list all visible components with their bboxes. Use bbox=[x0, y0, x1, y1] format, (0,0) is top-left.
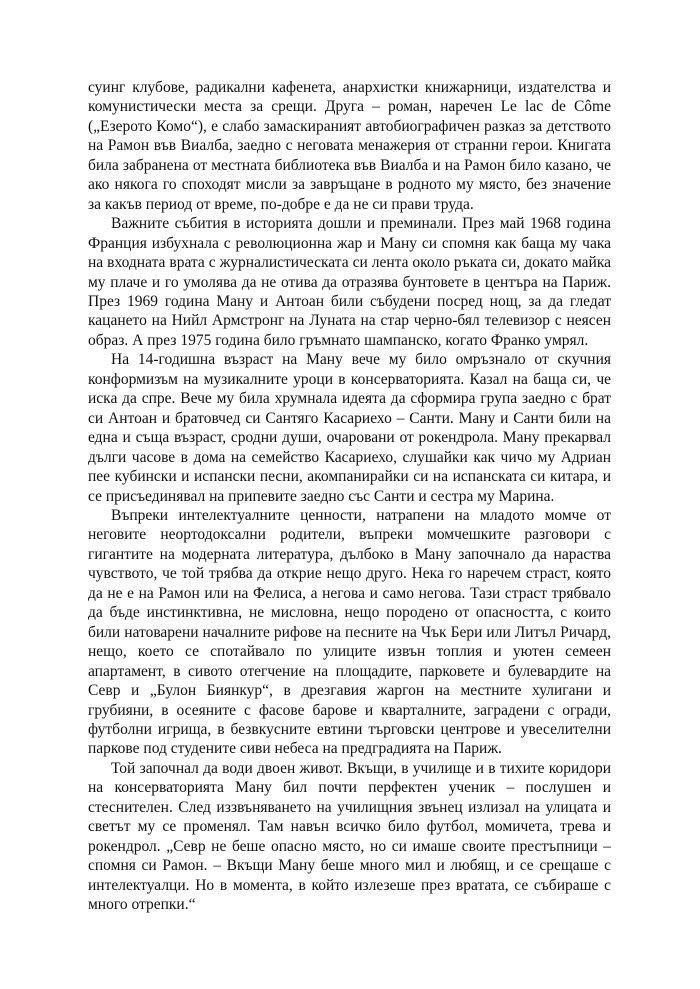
paragraph-continued: суинг клубове, радикални кафенета, анархистки книжарници, издателства и комунистически места за срещи. Друга – роман, наречен Le lac de Côme („Езерото Комо“), е слабо замаскираният автобиографичен разказ за детството на Рамон във Виалба, заедно с неговата менажерия от странни герои. Книгата била забранена от местната библиотека във Виалба и на Рамон било казано, че ако някога го споходят мисли за завръщане в родното му място, без значение за какъв период от време, по-добре е да не си прави труда. bbox=[88, 79, 611, 213]
paragraph: Важните събития в историята дошли и преминали. През май 1968 година Франция избухнала с революционна жар и Ману си спомня как баща му чака на входната врата с журналистическата си лента около ръката си, докато майка му плаче и го умолява да не отива да отразява бунтовете в центъра на Париж. През 1969 година Ману и Антоан били събудени посред нощ, за да гледат кацането на Нийл Армстронг на Луната на стар черно-бял телевизор с неясен образ. А през 1975 година било гръмнато шампанско, когато Франко умрял. bbox=[88, 215, 611, 349]
paragraph: На 14-годишна възраст на Ману вече му било омръзнало от скучния конформизъм на музикалните уроци в консерваторията. Казал на баща си, че иска да спре. Вече му била хрумнала идеята да сформира група заедно с брат си Антоан и братовчед си Сантяго Касариехо – Санти. Ману и Санти били на една и съща възраст, сродни души, очаровани от рокендрола. Ману прекарвал дълги часове в дома на семейство Касариехо, слушайки как чичо му Адриан пее кубински и испански песни, акомпанирайки си на испанската си китара, и се присъединявал на припевите заедно със Санти и сестра му Марина. bbox=[88, 351, 611, 505]
body-text bbox=[88, 78, 611, 914]
paragraph: Въпреки интелектуалните ценности, натрапени на младото момче от неговите неортодоксални родители, въпреки момчешките разговори с гигантите на модерната литература, дълбоко в Ману започнало да нараства чувството, че той трябва да открие нещо друго. Нека го наречем страст, която да не е на Рамон или на Фелиса, а негова и само негова. Тази страст трябвало да бъде инстинктивна, не мисловна, нещо породено от опасността, с които били натоварени началните рифове на песните на Чък Бери или Литъл Ричард, нещо, което се спотайвало по улиците извън топлия и уютен семеен апартамент, в сивото отегчение на площадите, парковете и булевардите на Севр и „Булон Биянкур“, в дрезгавия жаргон на местните хулигани и грубияни, в осеяните с фасове барове и кварталните, заградени с огради, футболни игрища, в безвкусните евтини търговски центрове и увеселителни паркове под студените сиви небеса на предградията на Париж. bbox=[88, 506, 611, 758]
paragraph: Той започнал да води двоен живот. Вкъщи, в училище и в тихите коридори на консерваторията Ману бил почти перфектен ученик – послушен и стеснителен. След иззвъняването на училищния звънец излизал на улицата и светът му се променял. Там навън всичко било футбол, момичета, трева и рокендрол. „Севр не беше опасно място, но си имаше своите престъпници – спомня си Рамон. – Вкъщи Ману беше много мил и любящ, и се срещаше с интелектуалци. Но в момента, в който излезеше през вратата, се събираше с много отрепки.“ bbox=[88, 759, 611, 914]
